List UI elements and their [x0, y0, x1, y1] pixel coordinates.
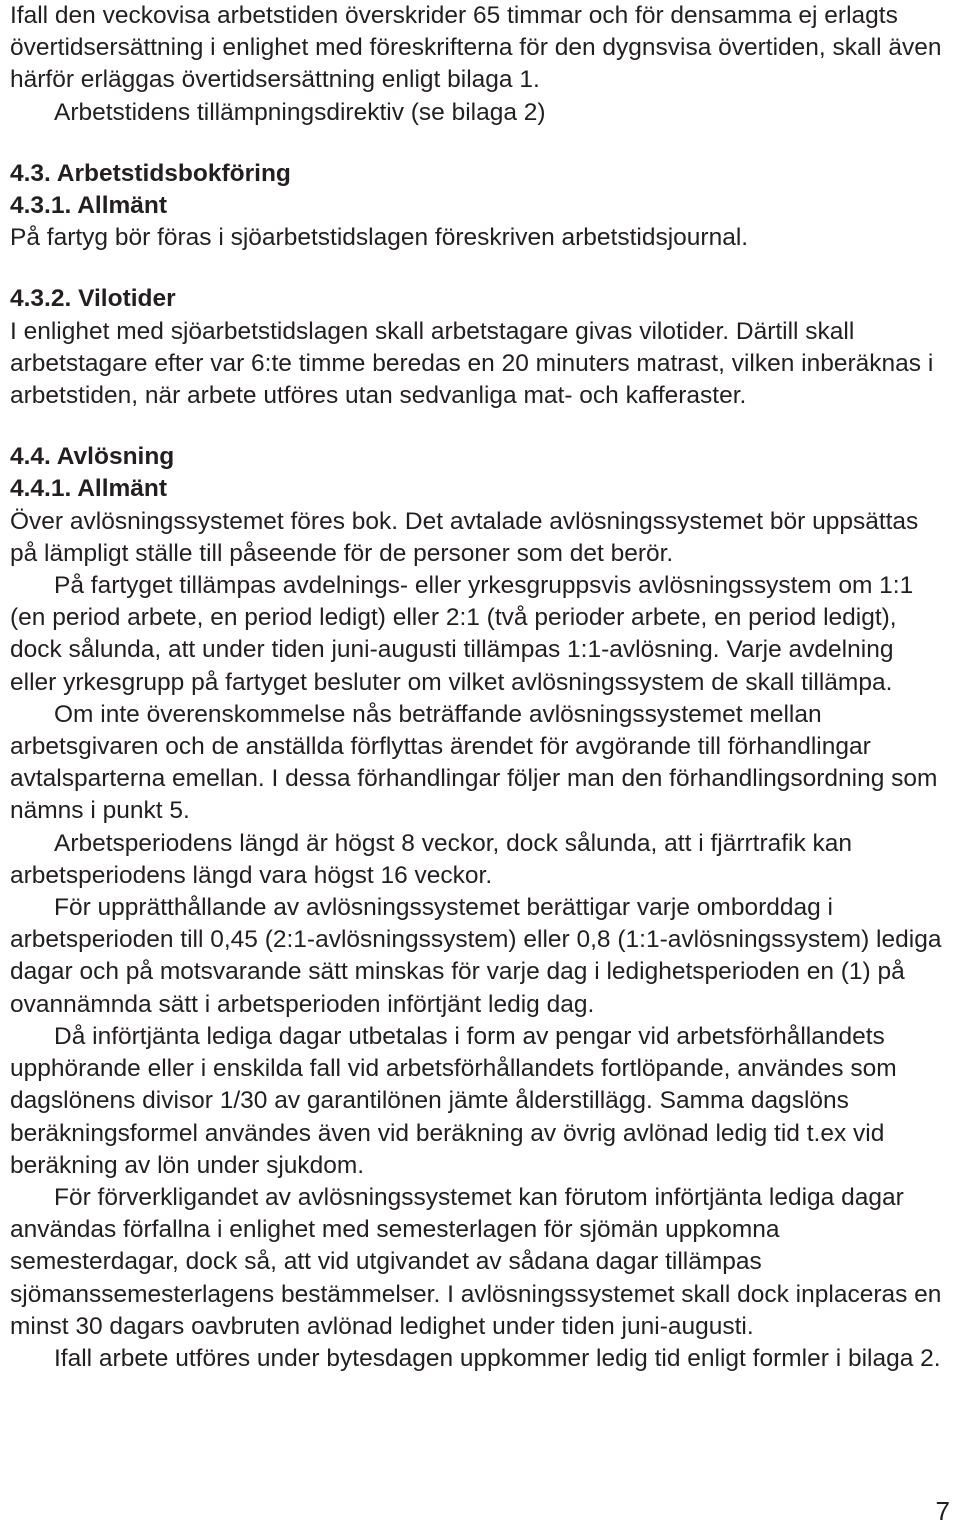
heading-4-3-1: 4.3.1. Allmänt	[10, 192, 168, 220]
intro-paragraph: Ifall den veckovisa arbetstiden överskrider 65 timmar och för densamma ej erlagts övertidsersättning i enlighet med föreskrifterna för den dygnsvisa övertiden, skall även härför erläggas övertidsersättning enligt bilaga 1.	[10, 2, 942, 94]
heading-4-3: 4.3. Arbetstidsbokföring	[10, 159, 291, 187]
spacer	[10, 254, 945, 283]
paragraph-4-3-1: På fartyg bör föras i sjöarbetstidslagen föreskriven arbetstidsjournal.	[10, 224, 749, 252]
paragraph-4-4-1-7: För förverkligandet av avlösningssystemet kan förutom införtjänta lediga dagar användas förfallna i enlighet med semesterlagen för sjömän uppkomna semesterdagar, dock så, att vid utgivandet av sådana dagar tillämpas sjömanssemesterlagens bestämmelser. I avlösningssystemet skall dock inplaceras en minst 30 dagars oavbruten avlönad ledighet under tiden juni-augusti.	[10, 1183, 942, 1340]
paragraph-4-4-1-6: Då införtjänta lediga dagar utbetalas i form av pengar vid arbetsförhållandets upphörande eller i enskilda fall vid arbetsförhållandets fortlöpande, användes som dagslönens divisor 1/30 av garantilönen jämte ålderstillägg. Samma dagslöns beräkningsformel användes även vid beräkning av övrig avlönad ledig tid t.ex vid beräkning av lön under sjukdom.	[10, 1022, 897, 1179]
page-number: 7	[935, 1496, 950, 1526]
heading-4-4: 4.4. Avlösning	[10, 443, 175, 471]
paragraph-4-4-1-2: På fartyget tillämpas avdelnings- eller yrkesgruppsvis avlösningssystem om 1:1 (en period arbete, en period ledigt) eller 2:1 (två perioder arbete, en period ledigt), dock sålunda, att under tiden juni-augusti tillämpas 1:1-avlösning. Varje avdelning eller yrkesgrupp på fartyget besluter om vilket avlösningssystem de skall tillämpa.	[10, 572, 914, 696]
paragraph-4-4-1-5: För upprätthållande av avlösningssystemet berättigar varje omborddag i arbetsperioden till 0,45 (2:1-avlösningssystem) eller 0,8 (1:1-avlösningssystem) lediga dagar och på motsvarande sätt minskas för varje dag i ledighetsperioden en (1) på ovannämnda sätt i arbetsperioden införtjänt ledig dag.	[10, 894, 942, 1018]
spacer	[10, 129, 945, 158]
paragraph-4-4-1-3: Om inte överenskommelse nås beträffande avlösningssystemet mellan arbetsgivaren och de anställda förflyttas ärendet för avgörande till förhandlingar avtalsparterna emellan. I dessa förhandlingar följer man den förhandlingsordning som nämns i punkt 5.	[10, 700, 938, 825]
heading-4-3-2: 4.3.2. Vilotider	[10, 285, 176, 313]
spacer	[10, 412, 945, 441]
page-content	[10, 0, 945, 1375]
paragraph-4-4-1-8: Ifall arbete utföres under bytesdagen uppkommer ledig tid enligt formler i bilaga 2.	[54, 1344, 941, 1372]
directive-line: Arbetstidens tillämpningsdirektiv (se bilaga 2)	[54, 98, 546, 126]
paragraph-4-4-1-1: Över avlösningssystemet föres bok. Det avtalade avlösningssystemet bör uppsättas på lämpligt ställe till påseende för de personer som det berör.	[10, 507, 919, 567]
heading-4-4-1: 4.4.1. Allmänt	[10, 475, 168, 503]
paragraph-4-4-1-4: Arbetsperiodens längd är högst 8 veckor, dock sålunda, att i fjärrtrafik kan arbetsperiodens längd vara högst 16 veckor.	[10, 829, 853, 889]
paragraph-4-3-2: I enlighet med sjöarbetstidslagen skall arbetstagare givas vilotider. Därtill skall arbetstagare efter var 6:te timme beredas en 20 minuters matrast, vilken inberäknas i arbetstiden, när arbete utföres utan sedvanliga mat- och kafferaster.	[10, 317, 934, 410]
